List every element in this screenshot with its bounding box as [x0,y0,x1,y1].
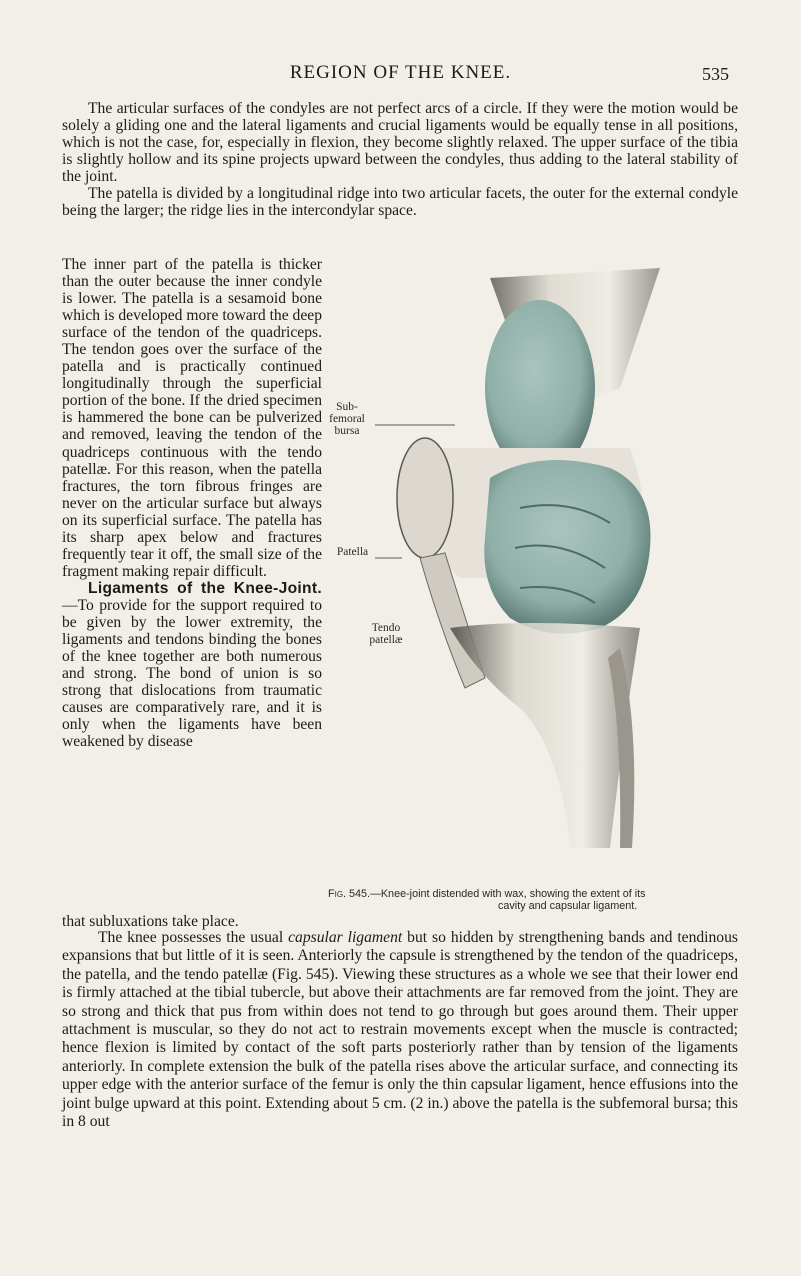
paragraph-capsular-ligament [62,929,738,1131]
header-title: REGION OF THE KNEE. [289,62,512,83]
label-patella: Patella [336,546,369,558]
knee-joint-figure [370,248,670,868]
paragraph-condyles: The articular surfaces of the condyles are not perfect arcs of a circle. If they were the motion would be solely a gliding one and the lateral ligaments and crucial ligaments would be equally tense in all positions, which is not the case, for, especially in flexion, they become slightly relaxed. The upper surface of the tibia is slightly hollow and its spine projects upward between the condyles, thus adding to the lateral stability of the joint. [62,100,738,185]
running-header [0,62,801,86]
label-line: Sub- [336,401,358,413]
paragraph-ligaments-text: —To provide for the support required to be given by the lower extremity, the ligaments and tendons binding the bones of the knee together are both numerous and strong. The bond of union is so strong that dislocations from traumatic causes are comparatively rare, and it is only when the ligaments have been weakened by disease [62,596,322,751]
label-line: patellæ [369,634,403,646]
italic-term: capsular ligament [288,929,403,946]
text-column [62,256,322,750]
bottom-text-start: The knee possesses the usual [98,929,284,946]
label-line: bursa [334,425,360,437]
section-heading: Ligaments of the Knee-Joint. [88,579,322,597]
joint-cavity-wax [484,460,650,634]
page-number: 535 [702,64,729,84]
label-subfemoral-bursa [322,401,372,437]
paragraph-patella: The inner part of the patella is thicker than the outer because the inner condyle is lower. The patella is a sesamoid bone which is developed more toward the deep surface of the tendon of the quadriceps. The tendon goes over the surface of the patella and is practically continued longitudinally through the superficial portion of the bone. If the dried specimen is hammered the bone can be pulverized and removed, leaving the tendon of the quadriceps continuous with the tendo patellæ. For this reason, when the patella fractures, the torn fibrous fringes are never on the articular surface but always on its superficial surface. The patella has its sharp apex below and fractures frequently tear it off, the small size of the fragment making repair difficult. [62,256,322,580]
patella-bone [397,438,453,558]
label-line: Tendo [371,622,401,634]
knee-illustration [370,248,670,868]
paragraph-ligaments [62,580,322,750]
paragraph-patella-ridge: The patella is divided by a longitudinal ridge into two articular facets, the outer for the external condyle being the larger; the ridge lies in the intercondylar space. [62,185,738,219]
label-tendo-patellae [362,622,410,646]
paragraph-ligaments-end: that subluxations take place. [62,913,239,930]
bottom-text-rest: but so hidden by strengthening bands and tendinous expansions that but little of it is seen. Anteriorly the capsule is strengthened by the tendon of the quadriceps, the patella, and the tendo patellæ (Fig. 545). Viewing these structures as a whole we see that their lower end is firmly attached at the tibial tubercle, but above their attachments are far removed from the joint. They are so strong and thick that pus from within does not tend to go through but goes around them. Their upper attachment is muscular, so they do not act to restrain movements except when the muscle is contracted; hence flexion is limited by contact of the soft parts posteriorly rather than by tension of the ligaments anteriorly. In complete extension the bulk of the patella rises above the articular surface, and connecting its upper edge with the anterior surface of the femur is only the thin capsular ligament, hence effusions into the joint bulge upward at this point. Extending about 5 cm. (2 in.) above the patella is the subfemoral bursa; this in 8 out [62,929,738,1131]
caption-line-1: —Knee-joint distended with wax, showing the extent of its [370,888,646,900]
figure-caption [328,888,748,912]
label-line: femoral [329,413,365,425]
caption-figure-number: Fig. 545. [328,888,371,900]
caption-line-2: cavity and capsular ligament. [498,900,638,912]
